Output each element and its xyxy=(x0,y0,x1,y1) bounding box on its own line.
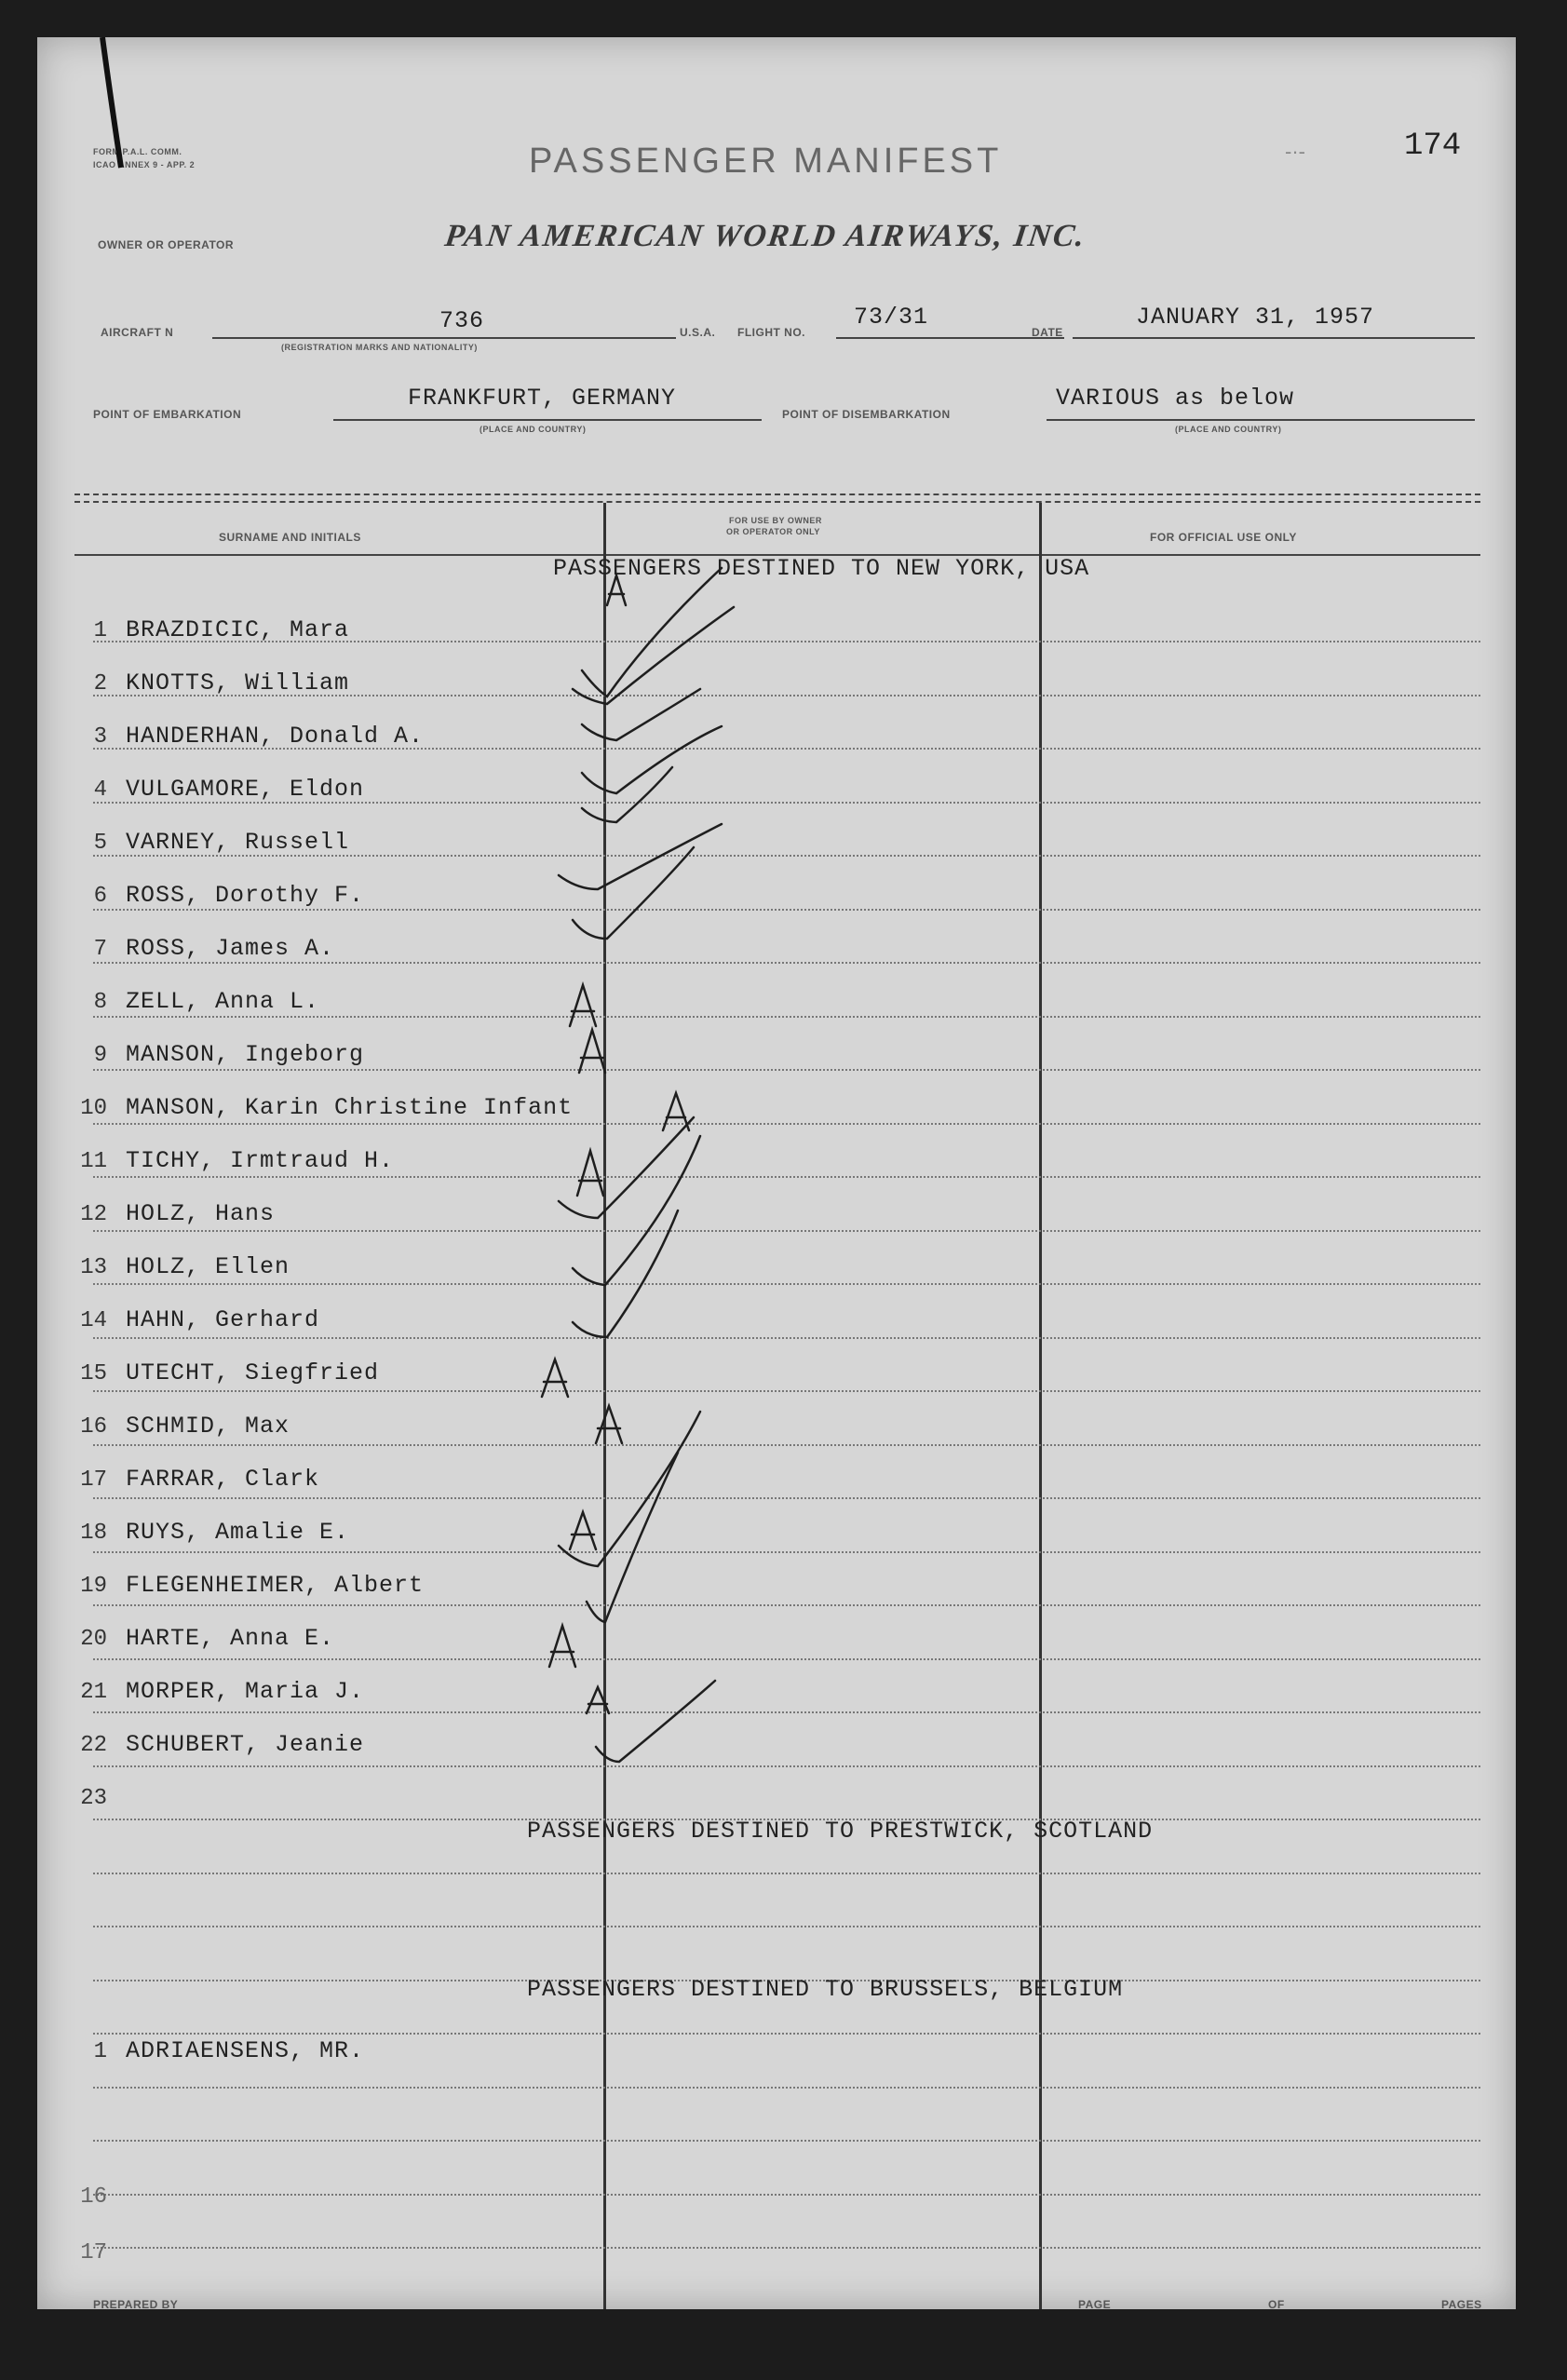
row-number: 15 xyxy=(80,1361,107,1386)
disembark-value: VARIOUS as below xyxy=(1056,385,1295,412)
embark-label: POINT OF EMBARKATION xyxy=(93,408,242,421)
section-brussels: PASSENGERS DESTINED TO BRUSSELS, BELGIUM xyxy=(527,1976,1124,2003)
passenger-name: SCHMID, Max xyxy=(126,1413,290,1440)
row-number: 10 xyxy=(80,1096,107,1121)
passenger-name: FLEGENHEIMER, Albert xyxy=(126,1572,425,1599)
passenger-name: TICHY, Irmtraud H. xyxy=(126,1147,395,1174)
row-number: 3 xyxy=(93,724,107,750)
passenger-name: UTECHT, Siegfried xyxy=(126,1359,380,1386)
row-number: 7 xyxy=(93,937,107,962)
page-title: PASSENGER MANIFEST xyxy=(529,142,1003,181)
row-number: 4 xyxy=(93,778,107,803)
flight-label: FLIGHT NO. xyxy=(737,326,805,339)
brussels-row-number: 1 xyxy=(93,2039,107,2064)
owner-label: OWNER OR OPERATOR xyxy=(98,238,235,251)
col-owner-header-2: OR OPERATOR ONLY xyxy=(726,527,820,536)
prepared-by-label: PREPARED BY xyxy=(93,2298,179,2309)
form-note-line-1: FORM P.A.L. COMM. xyxy=(93,147,182,156)
col-official-header: FOR OFFICIAL USE ONLY xyxy=(1150,531,1297,544)
row-number: 21 xyxy=(80,1680,107,1705)
form-note-line-2: ICAO ANNEX 9 - APP. 2 xyxy=(93,160,196,169)
page-label: PAGE xyxy=(1078,2298,1112,2309)
owner-value: PAN AMERICAN WORLD AIRWAYS, INC. xyxy=(442,219,1088,253)
embark-sublabel: (PLACE AND COUNTRY) xyxy=(480,425,587,434)
row-number: 19 xyxy=(80,1574,107,1599)
dash-marks: -·- xyxy=(1285,140,1305,163)
nationality-label: U.S.A. xyxy=(680,326,716,339)
disembark-sublabel: (PLACE AND COUNTRY) xyxy=(1175,425,1282,434)
section-new-york: PASSENGERS DESTINED TO NEW YORK, USA xyxy=(553,555,1090,582)
aircraft-label: AIRCRAFT N xyxy=(101,326,174,339)
passenger-name: VARNEY, Russell xyxy=(126,829,350,856)
passenger-name: RUYS, Amalie E. xyxy=(126,1519,350,1546)
flight-value: 73/31 xyxy=(854,304,929,331)
handwritten-check-marks xyxy=(37,37,1516,2309)
passenger-name: HOLZ, Hans xyxy=(126,1200,276,1227)
row-number: 20 xyxy=(80,1627,107,1652)
row-number: 18 xyxy=(80,1521,107,1546)
passenger-name: KNOTTS, William xyxy=(126,669,350,696)
manifest-sheet xyxy=(37,37,1516,2309)
passenger-name: HANDERHAN, Donald A. xyxy=(126,723,425,750)
row-number: 9 xyxy=(93,1043,107,1068)
embark-value: FRANKFURT, GERMANY xyxy=(408,385,677,412)
pages-label: PAGES xyxy=(1441,2298,1482,2309)
aircraft-value: 736 xyxy=(439,307,485,334)
section-prestwick: PASSENGERS DESTINED TO PRESTWICK, SCOTLAND xyxy=(527,1818,1154,1845)
faint-row-number: 16 xyxy=(80,2184,107,2210)
row-number: 23 xyxy=(80,1786,107,1811)
passenger-name: MORPER, Maria J. xyxy=(126,1678,365,1705)
row-number: 11 xyxy=(80,1149,107,1174)
passenger-name: ZELL, Anna L. xyxy=(126,988,320,1015)
row-number: 5 xyxy=(93,831,107,856)
page-number: 174 xyxy=(1404,128,1462,164)
passenger-name: BRAZDICIC, Mara xyxy=(126,616,350,643)
aircraft-sublabel: (REGISTRATION MARKS AND NATIONALITY) xyxy=(281,343,478,352)
row-number: 16 xyxy=(80,1414,107,1440)
passenger-name: ROSS, Dorothy F. xyxy=(126,882,365,909)
row-number: 14 xyxy=(80,1308,107,1333)
row-number: 6 xyxy=(93,884,107,909)
passenger-name: SCHUBERT, Jeanie xyxy=(126,1731,365,1758)
row-number: 13 xyxy=(80,1255,107,1280)
passenger-name: HAHN, Gerhard xyxy=(126,1306,320,1333)
passenger-name: VULGAMORE, Eldon xyxy=(126,776,365,803)
row-number: 12 xyxy=(80,1202,107,1227)
col-surname-header: SURNAME AND INITIALS xyxy=(219,531,361,544)
row-number: 8 xyxy=(93,990,107,1015)
row-number: 17 xyxy=(80,1467,107,1493)
row-number: 22 xyxy=(80,1733,107,1758)
passenger-name: HOLZ, Ellen xyxy=(126,1253,290,1280)
col-owner-header-1: FOR USE BY OWNER xyxy=(729,516,822,525)
passenger-name: HARTE, Anna E. xyxy=(126,1625,335,1652)
date-value: JANUARY 31, 1957 xyxy=(1136,304,1375,331)
brussels-passenger-name: ADRIAENSENS, MR. xyxy=(126,2037,365,2064)
of-label: OF xyxy=(1268,2298,1285,2309)
disembark-label: POINT OF DISEMBARKATION xyxy=(782,408,951,421)
passenger-name: FARRAR, Clark xyxy=(126,1466,320,1493)
passenger-name: MANSON, Ingeborg xyxy=(126,1041,365,1068)
row-number: 1 xyxy=(93,618,107,643)
passenger-name: ROSS, James A. xyxy=(126,935,335,962)
date-label: DATE xyxy=(1032,326,1063,339)
faint-row-number: 17 xyxy=(80,2240,107,2265)
row-number: 2 xyxy=(93,671,107,696)
passenger-name: MANSON, Karin Christine Infant xyxy=(126,1094,574,1121)
